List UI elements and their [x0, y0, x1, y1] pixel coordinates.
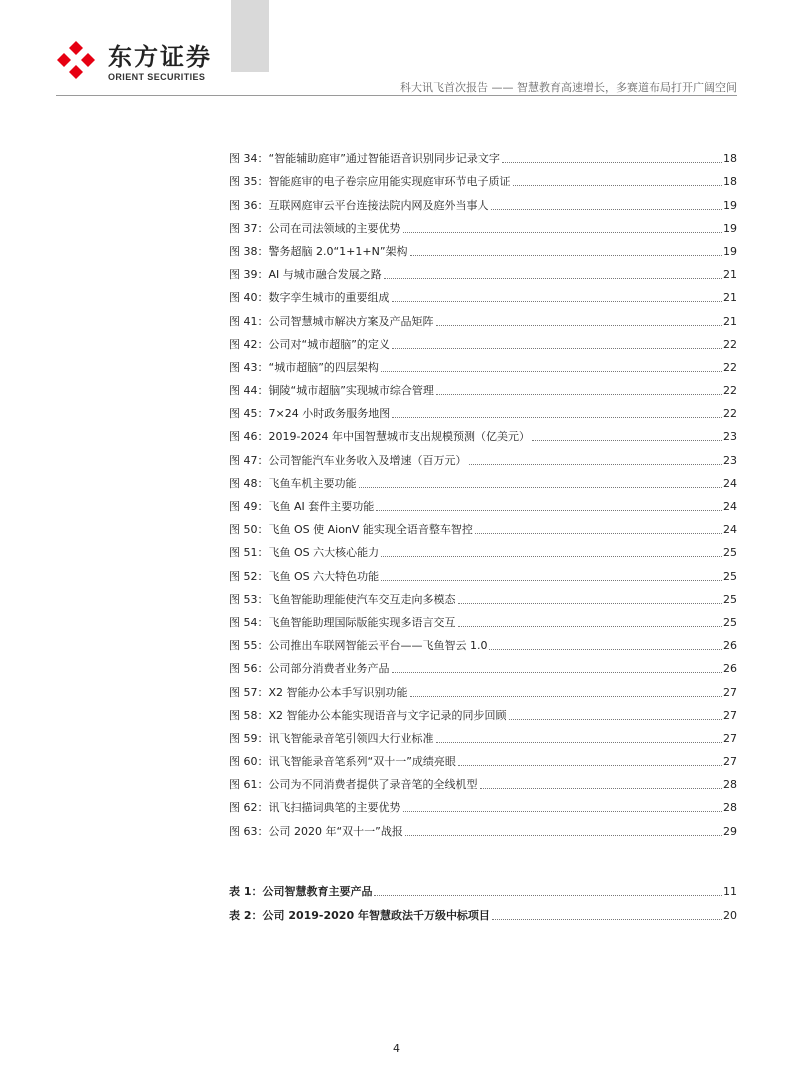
figure-entry[interactable] [229, 143, 737, 166]
figure-entry-page: 28 [723, 801, 737, 815]
figure-entry-title: 图 52：飞鱼 OS 六大特色功能 [229, 569, 380, 583]
dot-leader [475, 533, 722, 534]
figure-entry-title: 图 47：公司智能汽车业务收入及增速（百万元） [229, 453, 467, 467]
figure-entry-title: 图 39：AI 与城市融合发展之路 [229, 268, 382, 282]
dot-leader [436, 742, 723, 743]
figure-entry-page: 26 [723, 639, 737, 653]
figure-entry[interactable] [229, 584, 737, 607]
figure-entry-title: 图 44：铜陵“城市超脑”实现城市综合管理 [229, 384, 434, 398]
figure-entry-page: 21 [723, 291, 737, 305]
dot-leader [458, 603, 723, 604]
orient-securities-logo-icon [56, 40, 96, 80]
figure-entry[interactable] [229, 607, 737, 630]
dot-leader [392, 672, 723, 673]
figure-entry-page: 24 [723, 523, 737, 537]
figure-entry-page: 21 [723, 268, 737, 282]
figure-entry[interactable] [229, 746, 737, 769]
dot-leader [392, 301, 723, 302]
page-number: 4 [393, 1042, 400, 1055]
figure-entry[interactable] [229, 352, 737, 375]
dot-leader [532, 440, 722, 441]
figure-entry[interactable] [229, 491, 737, 514]
figure-entry[interactable] [229, 792, 737, 815]
figure-entry-page: 22 [723, 384, 737, 398]
figure-entry[interactable] [229, 700, 737, 723]
dot-leader [392, 348, 722, 349]
figure-entry-title: 图 62：讯飞扫描词典笔的主要优势 [229, 801, 401, 815]
figure-entry-page: 22 [723, 407, 737, 421]
figure-entry-page: 27 [723, 685, 737, 699]
table-entry-page: 11 [723, 884, 737, 898]
brand-name-english: ORIENT SECURITIES [108, 72, 206, 82]
figure-entry-title: 图 51：飞鱼 OS 六大核心能力 [229, 546, 380, 560]
figure-entry-page: 19 [723, 221, 737, 235]
table-entry[interactable] [229, 874, 737, 899]
figure-entry[interactable] [229, 630, 737, 653]
figure-index-list [229, 143, 737, 839]
figure-entry-title: 图 36：互联网庭审云平台连接法院内网及庭外当事人 [229, 198, 489, 212]
dot-leader [376, 510, 722, 511]
dot-leader [436, 394, 722, 395]
figure-entry-title: 图 38：警务超脑 2.0“1+1+N”架构 [229, 244, 408, 258]
dot-leader [359, 487, 723, 488]
figure-entry-page: 19 [723, 198, 737, 212]
header-gray-tab [231, 0, 269, 72]
figure-entry-title: 图 53：飞鱼智能助理能使汽车交互走向多模态 [229, 592, 456, 606]
table-entry-page: 20 [723, 909, 737, 922]
figure-entry[interactable] [229, 421, 737, 444]
figure-entry-title: 图 48：飞鱼车机主要功能 [229, 476, 357, 490]
figure-entry-title: 图 58：X2 智能办公本能实现语音与文字记录的同步回顾 [229, 708, 507, 722]
figure-entry-title: 图 63：公司 2020 年“双十一”战报 [229, 824, 403, 838]
dot-leader [509, 719, 722, 720]
figure-entry-page: 18 [723, 175, 737, 189]
figure-entry[interactable] [229, 537, 737, 560]
figure-entry-title: 图 55：公司推出车联网智能云平台——飞鱼智云 1.0 [229, 639, 488, 653]
figure-entry-page: 23 [723, 453, 737, 467]
figure-entry-title: 图 41：公司智慧城市解决方案及产品矩阵 [229, 314, 434, 328]
header-divider [56, 95, 737, 96]
figure-entry-page: 22 [723, 360, 737, 374]
dot-leader [374, 895, 722, 896]
dot-leader [436, 325, 723, 326]
figure-entry-title: 图 57：X2 智能办公本手写识别功能 [229, 685, 408, 699]
figure-entry[interactable] [229, 514, 737, 537]
dot-leader [480, 788, 723, 789]
figure-entry-page: 24 [723, 476, 737, 490]
dot-leader [410, 255, 722, 256]
figure-entry-title: 图 34：“智能辅助庭审”通过智能语音识别同步记录文字 [229, 152, 500, 166]
figure-entry[interactable] [229, 189, 737, 212]
figure-entry-page: 19 [723, 244, 737, 258]
figure-entry[interactable] [229, 166, 737, 189]
table-entry[interactable] [229, 899, 737, 924]
figure-entry-page: 24 [723, 500, 737, 513]
table-entry-title: 表 1：公司智慧教育主要产品 [229, 884, 373, 898]
figure-entry[interactable] [229, 769, 737, 792]
dot-leader [405, 835, 722, 836]
figure-entry[interactable] [229, 398, 737, 421]
figure-entry-page: 28 [723, 778, 737, 792]
dot-leader [381, 556, 722, 557]
figure-entry[interactable] [229, 375, 737, 398]
figure-entry[interactable] [229, 444, 737, 467]
dot-leader [469, 464, 723, 465]
figure-entry-page: 27 [723, 755, 737, 769]
figure-entry-page: 29 [723, 824, 737, 838]
table-entry-title: 表 2：公司 2019-2020 年智慧政法千万级中标项目 [229, 909, 490, 922]
figure-entry-title: 图 59：讯飞智能录音笔引领四大行业标准 [229, 731, 434, 745]
figure-entry[interactable] [229, 329, 737, 352]
dot-leader [403, 811, 723, 812]
figure-entry[interactable] [229, 282, 737, 305]
figure-entry-title: 图 40：数字孪生城市的重要组成 [229, 291, 390, 305]
dot-leader [381, 371, 722, 372]
dot-leader [384, 278, 722, 279]
dot-leader [491, 209, 723, 210]
figure-entry-title: 图 45：7×24 小时政务服务地图 [229, 407, 391, 421]
figure-entry[interactable] [229, 213, 737, 236]
figure-entry-page: 18 [723, 152, 737, 166]
figure-entry-page: 21 [723, 314, 737, 328]
figure-entry-page: 25 [723, 615, 737, 629]
figure-entry-title: 图 46：2019-2024 年中国智慧城市支出规模预测（亿美元） [229, 430, 530, 444]
figure-entry-page: 27 [723, 731, 737, 745]
brand-name-chinese: 东方证券 [108, 43, 212, 71]
dot-leader [458, 626, 723, 627]
table-index-list [229, 874, 737, 923]
figure-entry-title: 图 50：飞鱼 OS 使 AionV 能实现全语音整车智控 [229, 523, 473, 537]
figure-entry[interactable] [229, 305, 737, 328]
dot-leader [381, 580, 722, 581]
figure-entry-page: 22 [723, 337, 737, 351]
figure-entry[interactable] [229, 815, 737, 838]
dot-leader [403, 232, 723, 233]
figure-entry-page: 25 [723, 592, 737, 606]
figure-entry-title: 图 61：公司为不同消费者提供了录音笔的全线机型 [229, 778, 478, 792]
figure-entry[interactable] [229, 676, 737, 699]
report-title-caption: 科大讯飞首次报告 —— 智慧教育高速增长，多赛道布局打开广阔空间 [400, 81, 737, 94]
figure-entry-title: 图 54：飞鱼智能助理国际版能实现多语言交互 [229, 615, 456, 629]
figure-entry-title: 图 42：公司对“城市超脑”的定义 [229, 337, 390, 351]
figure-entry[interactable] [229, 468, 737, 491]
figure-entry-page: 23 [723, 430, 737, 444]
figure-entry-page: 27 [723, 708, 737, 722]
figure-entry-title: 图 60：讯飞智能录音笔系列“双十一”成绩亮眼 [229, 755, 456, 769]
figure-entry[interactable] [229, 723, 737, 746]
dot-leader [489, 649, 722, 650]
figure-entry[interactable] [229, 259, 737, 282]
dot-leader [492, 919, 722, 920]
figure-entry-page: 25 [723, 569, 737, 583]
dot-leader [458, 765, 722, 766]
figure-entry-page: 25 [723, 546, 737, 560]
figure-entry-title: 图 35：智能庭审的电子卷宗应用能实现庭审环节电子质证 [229, 175, 511, 189]
dot-leader [513, 185, 723, 186]
figure-entry-title: 图 49：飞鱼 AI 套件主要功能 [229, 500, 375, 513]
figure-entry-title: 图 43：“城市超脑”的四层架构 [229, 360, 379, 374]
figure-entry-title: 图 37：公司在司法领域的主要优势 [229, 221, 401, 235]
dot-leader [392, 417, 722, 418]
dot-leader [502, 162, 722, 163]
figure-entry-page: 26 [723, 662, 737, 676]
figure-entry[interactable] [229, 653, 737, 676]
dot-leader [410, 696, 722, 697]
figure-entry[interactable] [229, 236, 737, 259]
figure-entry-title: 图 56：公司部分消费者业务产品 [229, 662, 390, 676]
figure-entry[interactable] [229, 560, 737, 583]
